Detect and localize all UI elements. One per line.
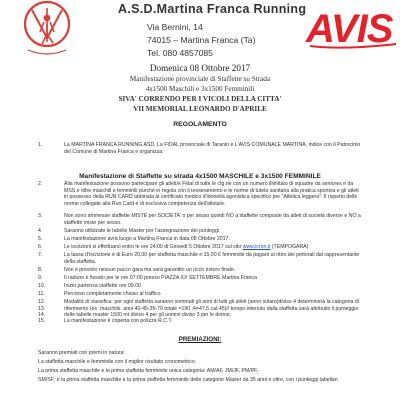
item-text: Non sono ammesse staffette MISTE per SOCIETA' o per sesso quindi NO a staffette composte da atleti di società diverse e NO a staffette miste per sesso. bbox=[64, 213, 361, 226]
avis-logo bbox=[304, 0, 400, 52]
item-number: 12. bbox=[38, 299, 46, 305]
premiazioni-line: Saranno premiati con premi in natura: bbox=[38, 350, 125, 356]
phone-number: Tel. 080 4857085 bbox=[147, 48, 213, 58]
item-number: 11. bbox=[38, 291, 45, 297]
premiazioni-heading: PREMIAZIONI: bbox=[178, 336, 222, 343]
item-number: 13. bbox=[38, 306, 46, 312]
premiazioni-line: SM/SF; e la prima staffetta maschile e la prima staffetta femminile delle categorie Master da 35 anni e oltre, con i punteggi tabellari bbox=[38, 377, 338, 383]
item-number: 4. bbox=[38, 228, 43, 234]
item-text: Le iscrizioni si effettuano entro le ore 24:00 di Giovedì 5 Ottobre 2017 sul sito www.icron.it (TEMPOGARA) bbox=[64, 244, 309, 250]
item-number: 14. bbox=[38, 312, 46, 318]
event-memorial: VII MEMORIAL LEONARDO D'APRILE bbox=[133, 105, 267, 113]
address-street: Via Bernini, 14 bbox=[147, 22, 203, 32]
premiazioni-line: La staffetta maschile e femminile con il miglior risultato cronometrico bbox=[38, 359, 195, 365]
event-slogan: SIVA' CORRENDO PER I VICOLI DELLA CITTA' bbox=[118, 95, 282, 103]
item-number: 2. bbox=[38, 181, 43, 187]
icron-link[interactable]: www.icron.it bbox=[242, 244, 271, 250]
item-number: 7. bbox=[38, 252, 43, 258]
event-date: Domenica 08 Ottobre 2017 bbox=[149, 63, 251, 73]
item-text: La tassa d'iscrizione è di Euro 20,00 per staffetta maschile e 15,00 € femminile da pagare al ritiro dei pettorali dal rappresentante della staffetta. bbox=[64, 252, 360, 265]
event-subtitle-2: 4x1500 Maschili e 3x1500 Femminili bbox=[145, 85, 255, 93]
item-text: Non è previsto nessun pacco gara ma sarà garantito un ricco ristoro finale. bbox=[64, 267, 236, 273]
address-city: 74015 – Martina Franca (Ta) bbox=[147, 35, 256, 45]
item-text: Inizio partenza staffette ore 09.00 bbox=[64, 283, 141, 289]
item-text: Alla manifestazione possono partecipare gli atleti/e Fidal di tutte le ctg.rie con un numero illimitato di squadre da seniores e da MSS e oltre maschili e femminili purché in regola con il tesseramento e le norme di tutela sanitaria alla pratica sportiva e gli atleti in possesso della RUN CARD abbinata al certificato medico d'idoneità agonistica specifico per "Atletica leggera". Il rispetto delle norme collegate alla Run Card e di esclusiva competenza dell'atleta/e. bbox=[64, 181, 359, 208]
item-text: Saranno utilizzate le tabelle Master per l'assegnazione dei punteggi bbox=[64, 228, 219, 234]
item-text: Modalità di classifica: per ogni staffetta saranno sommati gli anni di tutti gli atleti (anno solare)diviso 4 determinerà la categoria di riferimento (es .maschile .anni 40-45-35-70 totale =190 :4=47,5 cat.45)// tempo ottenuto dalla staffetta sarà attribuito il punteggio delle tabelle master 1500 mt diviso 4 per gli uomini diviso 3 per le donne. bbox=[64, 299, 359, 319]
item-number: 15. bbox=[38, 318, 46, 324]
item-text: Percorso completamente chiuso al traffico bbox=[64, 291, 161, 297]
item-number: 5. bbox=[38, 236, 43, 242]
association-name: A.S.D.Martina Franca Running bbox=[118, 2, 307, 16]
item-text: La manifestazione è coperta con polizza R.C.T. bbox=[64, 318, 173, 324]
item-number: 8. bbox=[38, 267, 43, 273]
avis-logo-text: AVIS bbox=[306, 7, 393, 51]
manifestazione-heading: Manifestazione di Staffette su strada 4x1500 MASCHILE e 3x1500 FEMMINILE bbox=[79, 173, 321, 180]
item-number: 3. bbox=[38, 213, 43, 219]
item-text: La MARTINA FRANCA RUNNING ASD, La FIDAL provinciale di Taranto e L'AVIS COMUNALE MARTINA, indice con il Patrocinio del Comune di Martina Franca e organizza: bbox=[64, 142, 361, 155]
regolamento-heading: REGOLAMENTO bbox=[173, 121, 227, 128]
item-number: 1. bbox=[38, 142, 43, 148]
item-number: 9. bbox=[38, 275, 43, 281]
item-text: La manifestazione avrà luogo a Martina Franca in data 08 Ottobre 2017. bbox=[64, 236, 230, 242]
item-number: 6. bbox=[38, 244, 43, 250]
item-number: 10. bbox=[38, 283, 46, 289]
event-subtitle-1: Manifestazione provinciale di Staffette su Strada bbox=[129, 75, 271, 83]
premiazioni-line: La prima staffetta maschile e la prima staffetta femminile unica categoria: AM/AF, JM/JF, PM/PF, bbox=[38, 368, 259, 374]
item-text: Il raduno è fissato per le ore 07:00 presso PIAZZA XX SETTEMBRE Martina Franca bbox=[64, 275, 257, 281]
running-club-logo-icon bbox=[22, 0, 72, 58]
